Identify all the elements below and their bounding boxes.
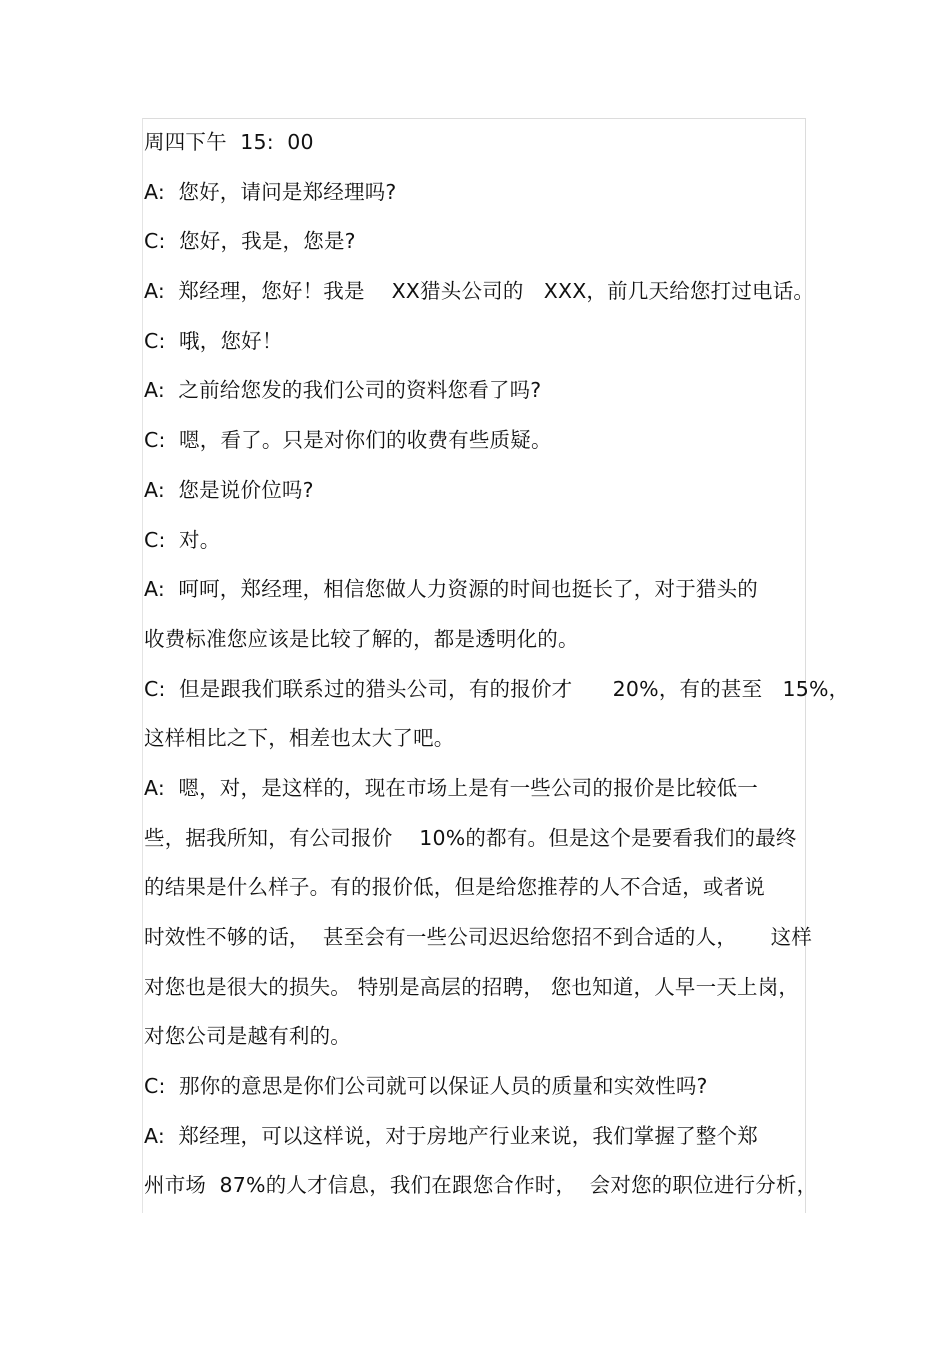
dialogue-line: A: 郑经理，可以这样说，对于房地产行业来说，我们掌握了整个郑 bbox=[144, 1123, 759, 1148]
dialogue-line: C: 嗯，看了。只是对你们的收费有些质疑。 bbox=[144, 428, 552, 453]
dialogue-line: C: 哦，您好！ bbox=[144, 328, 283, 353]
dialogue-line: 这样相比之下，相差也太大了吧。 bbox=[144, 726, 455, 751]
dialogue-line: C: 那你的意思是你们公司就可以保证人员的质量和实效性吗? bbox=[144, 1074, 708, 1099]
dialogue-line: 对您公司是越有利的。 bbox=[144, 1024, 351, 1049]
dialogue-line: 对您也是很大的损失。 特别是高层的招聘， 您也知道，人早一天上岗， bbox=[144, 974, 800, 999]
dialogue-line: C: 但是跟我们联系过的猎头公司，有的报价才 20%，有的甚至 15%， bbox=[144, 676, 850, 701]
dialogue-line: C: 对。 bbox=[144, 527, 221, 552]
dialogue-line: C: 您好，我是，您是? bbox=[144, 229, 356, 254]
dialogue-line: A: 您是说价位吗? bbox=[144, 477, 314, 502]
dialogue-line: 州市场 87%的人才信息，我们在跟您合作时， 会对您的职位进行分析， bbox=[144, 1173, 818, 1198]
dialogue-line: 周四下午 15: 00 bbox=[144, 130, 314, 154]
dialogue-line: 些，据我所知，有公司报价 10%的都有。但是这个是要看我们的最终 bbox=[144, 825, 797, 850]
dialogue-line: 时效性不够的话， 甚至会有一些公司迟迟给您招不到合适的人， 这样 bbox=[144, 925, 813, 949]
dialogue-text bbox=[144, 124, 850, 1217]
dialogue-line: 的结果是什么样子。有的报价低，但是给您推荐的人不合适，或者说 bbox=[144, 875, 765, 900]
dialogue-line: A: 嗯，对，是这样的，现在市场上是有一些公司的报价是比较低一 bbox=[144, 775, 759, 800]
dialogue-line: A: 您好，请问是郑经理吗? bbox=[144, 179, 397, 204]
dialogue-line: A: 呵呵，郑经理，相信您做人力资源的时间也挺长了，对于猎头的 bbox=[144, 577, 759, 602]
dialogue-line: A: 郑经理，您好！我是 XX猎头公司的 XXX，前几天给您打过电话。 bbox=[144, 279, 815, 304]
dialogue-line: 收费标准您应该是比较了解的，都是透明化的。 bbox=[144, 626, 579, 651]
dialogue-line: A: 之前给您发的我们公司的资料您看了吗? bbox=[144, 378, 542, 403]
